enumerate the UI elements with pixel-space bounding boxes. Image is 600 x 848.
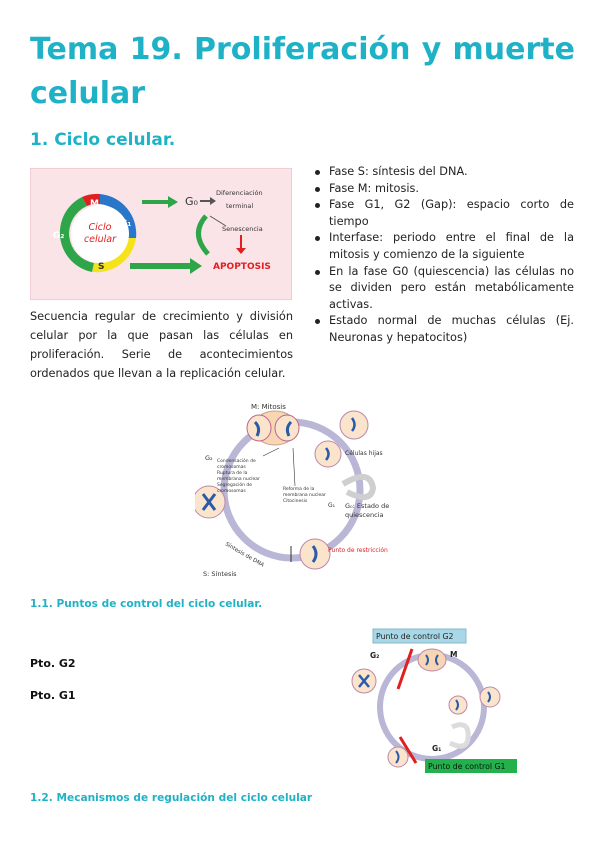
bullet-item: Fase S: síntesis del DNA.	[312, 164, 574, 181]
bullet-item: Fase M: mitosis.	[312, 181, 574, 198]
wheel-center-bottom: celular	[83, 234, 117, 245]
label-g0: G₀	[185, 195, 198, 208]
pto-g1-label: Pto. G1	[30, 689, 76, 702]
label-apoptosis: APOPTOSIS	[213, 262, 271, 272]
label-g1-checkpoint: G₁	[432, 744, 442, 753]
bullet-item: Fase G1, G2 (Gap): espacio corto de tiempo	[312, 197, 574, 230]
label-m-checkpoint: M	[450, 650, 458, 659]
label-g0-line1: G₀: Estado de	[345, 502, 390, 510]
reforma-line: Citocinesis	[283, 499, 308, 504]
label-senescencia: Senescencia	[222, 225, 263, 233]
label-celulas-hijas: Células hijas	[345, 450, 383, 457]
condens-line: Segregación de	[217, 483, 253, 488]
label-punto-restriccion: Punto de restricción	[328, 547, 388, 554]
label-g0-line2: quiescencia	[345, 511, 384, 519]
condens-line: cromosomas	[217, 489, 246, 494]
bullet-item: Interfase: periodo entre el final de la mitosis y comienzo de la siguiente	[312, 230, 574, 263]
label-punto-control-g2: Punto de control G2	[376, 632, 454, 641]
phase-bullet-list	[312, 164, 574, 347]
label-sintesis-dna: Síntesis de DNA	[224, 541, 265, 569]
cell-cycle-diagram	[30, 168, 292, 300]
label-mitosis: M: Mitosis	[251, 403, 286, 411]
wheel-center-top: Ciclo	[88, 222, 112, 233]
checkpoint-diagram	[340, 627, 520, 775]
label-g1: G₁	[120, 219, 132, 229]
section-heading-ciclo-celular: 1. Ciclo celular.	[30, 130, 176, 150]
bullet-item: En la fase G0 (quiescencia) las células no se dividen pero están metabólicamente activas.	[312, 264, 574, 314]
subsection-mecanismos: 1.2. Mecanismos de regulación del ciclo celular	[30, 792, 313, 804]
label-g2: G₂	[53, 231, 65, 241]
label-punto-control-g1: Punto de control G1	[428, 762, 506, 771]
intro-paragraph: Secuencia regular de crecimiento y división celular por la que pasan las células en proliferación. Serie de acontecimientos ordenados que llevan a la replicación celular.	[30, 310, 293, 380]
pto-g2-label: Pto. G2	[30, 657, 76, 670]
reforma-line: membrana nuclear	[283, 493, 326, 498]
label-g2-small: G₂	[205, 454, 213, 462]
cell-cycle-detail-diagram	[195, 398, 410, 580]
condens-line: Ruptura de la	[217, 471, 248, 476]
label-s: S	[98, 262, 105, 272]
title-line-1: Tema 19. Proliferación y muerte	[30, 32, 575, 67]
subsection-puntos-control: 1.1. Puntos de control del ciclo celular.	[30, 598, 263, 610]
condens-line: Condensación de	[217, 459, 256, 464]
condens-line: membrana nuclear	[217, 477, 260, 482]
bullet-item: Estado normal de muchas células (Ej. Neuronas y hepatocitos)	[312, 313, 574, 346]
title-line-2: celular	[30, 76, 146, 111]
condens-line: cromosomas	[217, 465, 246, 470]
label-g2-checkpoint: G₂	[370, 651, 380, 660]
reforma-line: Reforma de la	[283, 487, 315, 492]
label-terminal: terminal	[226, 202, 254, 210]
label-g1-small: G₁	[328, 502, 336, 509]
page-title	[30, 28, 575, 116]
label-diferenciacion: Diferenciación	[216, 189, 263, 197]
label-s-sintesis: S: Síntesis	[203, 570, 237, 578]
label-m: M	[90, 199, 99, 209]
